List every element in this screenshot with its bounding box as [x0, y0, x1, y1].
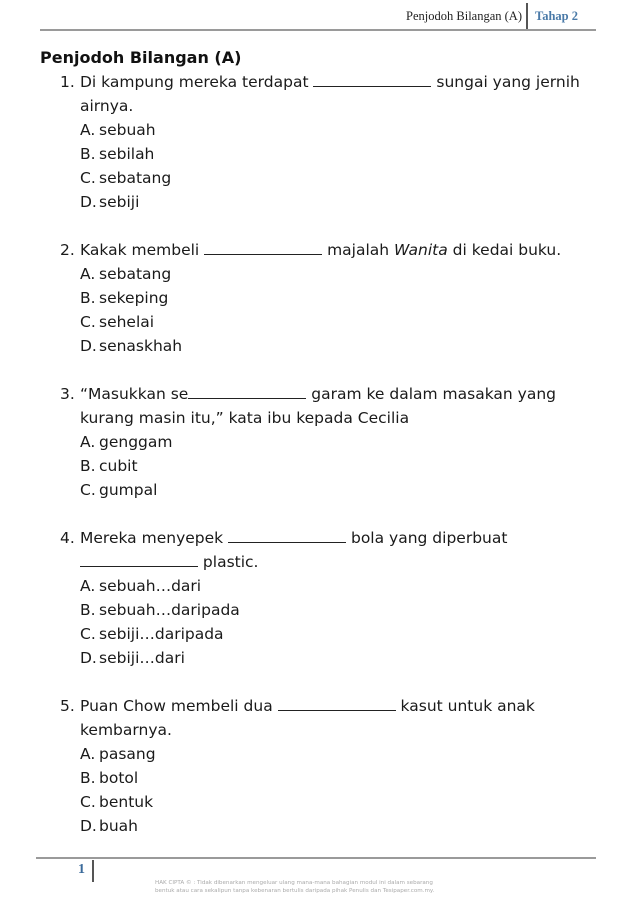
option-c: [60, 310, 600, 334]
question-number: 1.: [60, 73, 75, 91]
option-letter: C.: [80, 169, 96, 187]
option-text: sebiji: [99, 193, 140, 211]
option-c: [60, 166, 600, 190]
page-number: 1: [78, 862, 85, 877]
option-letter: C.: [80, 625, 96, 643]
option-text: sebuah: [99, 121, 156, 139]
option-d: [60, 334, 600, 358]
header-separator: [526, 3, 528, 29]
copyright-notice: [155, 879, 495, 895]
header-stage: Tahap 2: [535, 9, 578, 23]
option-letter: D.: [80, 337, 97, 355]
option-a: [60, 118, 600, 142]
option-b: [60, 454, 600, 478]
option-letter: B.: [80, 145, 96, 163]
option-text: sekeping: [99, 289, 169, 307]
option-letter: B.: [80, 457, 96, 475]
question-4: [60, 526, 600, 670]
question-text: Kakak membeli: [80, 241, 205, 259]
question-list: [60, 70, 600, 862]
question-text: garam ke dalam masakan yang: [306, 385, 557, 403]
option-letter: A.: [80, 745, 96, 763]
question-2: [60, 238, 600, 358]
footer-divider: [36, 857, 596, 859]
answer-blank: [80, 552, 198, 567]
option-c: [60, 478, 600, 502]
option-b: [60, 286, 600, 310]
option-d: [60, 814, 600, 838]
question-text: Puan Chow membeli dua: [80, 697, 278, 715]
option-text: buah: [99, 817, 138, 835]
option-letter: C.: [80, 793, 96, 811]
question-number: 4.: [60, 529, 75, 547]
copyright-line: HAK CIPTA © : Tidak dibenarkan mengeluar ulang mana-mana bahagian modul ini dalam sebarang: [155, 880, 433, 886]
option-letter: B.: [80, 769, 96, 787]
magazine-title: Wanita: [394, 241, 448, 259]
question-text: sungai yang jernih: [431, 73, 580, 91]
option-letter: D.: [80, 817, 97, 835]
question-text: Di kampung mereka terdapat: [80, 73, 314, 91]
option-letter: D.: [80, 193, 97, 211]
option-text: sebilah: [99, 145, 155, 163]
option-text: sebuah…dari: [99, 577, 202, 595]
option-letter: A.: [80, 577, 96, 595]
question-number: 5.: [60, 697, 75, 715]
option-letter: B.: [80, 601, 96, 619]
option-b: [60, 142, 600, 166]
option-d: [60, 646, 600, 670]
header-title: Penjodoh Bilangan (A): [406, 9, 522, 23]
question-text: “Masukkan se: [80, 385, 189, 403]
option-text: botol: [99, 769, 139, 787]
question-5: [60, 694, 600, 838]
question-number: 3.: [60, 385, 75, 403]
option-letter: A.: [80, 121, 96, 139]
answer-blank: [188, 384, 306, 399]
page-header: [40, 3, 596, 31]
option-letter: A.: [80, 433, 96, 451]
answer-blank: [278, 696, 396, 711]
option-text: bentuk: [99, 793, 154, 811]
question-text: Mereka menyepek: [80, 529, 229, 547]
option-text: cubit: [99, 457, 138, 475]
question-text: bola yang diperbuat: [346, 529, 508, 547]
question-text-cont: kembarnya.: [80, 721, 172, 739]
copyright-line: bentuk atau cara sekalipun tanpa kebenaran bertulis daripada pihak Penulis dan Tesipaper.com.my.: [155, 888, 435, 894]
option-letter: D.: [80, 649, 97, 667]
option-c: [60, 622, 600, 646]
question-text-cont: airnya.: [80, 97, 134, 115]
option-letter: C.: [80, 313, 96, 331]
option-letter: B.: [80, 289, 96, 307]
option-b: [60, 598, 600, 622]
question-3: [60, 382, 600, 502]
document-title: Penjodoh Bilangan (A): [40, 48, 242, 67]
question-text: majalah: [322, 241, 395, 259]
option-letter: C.: [80, 481, 96, 499]
answer-blank: [228, 528, 346, 543]
question-number: 2.: [60, 241, 75, 259]
option-c: [60, 790, 600, 814]
page-number-separator: [92, 860, 94, 882]
option-text: pasang: [99, 745, 156, 763]
option-text: senaskhah: [99, 337, 183, 355]
option-b: [60, 766, 600, 790]
option-text: sehelai: [99, 313, 155, 331]
option-d: [60, 190, 600, 214]
answer-blank: [313, 72, 431, 87]
option-a: [60, 262, 600, 286]
option-text: sebiji…dari: [99, 649, 185, 667]
question-text-cont: kurang masin itu,” kata ibu kepada Cecilia: [80, 409, 410, 427]
option-text: sebiji…daripada: [99, 625, 224, 643]
option-text: gumpal: [99, 481, 158, 499]
option-text: sebatang: [99, 169, 172, 187]
option-a: [60, 742, 600, 766]
question-text: kasut untuk anak: [395, 697, 535, 715]
option-letter: A.: [80, 265, 96, 283]
option-text: sebuah…daripada: [99, 601, 240, 619]
question-1: [60, 70, 600, 214]
question-text: di kedai buku.: [447, 241, 562, 259]
option-a: [60, 430, 600, 454]
option-a: [60, 574, 600, 598]
question-text-cont: plastic.: [198, 553, 259, 571]
option-text: genggam: [99, 433, 173, 451]
answer-blank: [204, 240, 322, 255]
option-text: sebatang: [99, 265, 172, 283]
